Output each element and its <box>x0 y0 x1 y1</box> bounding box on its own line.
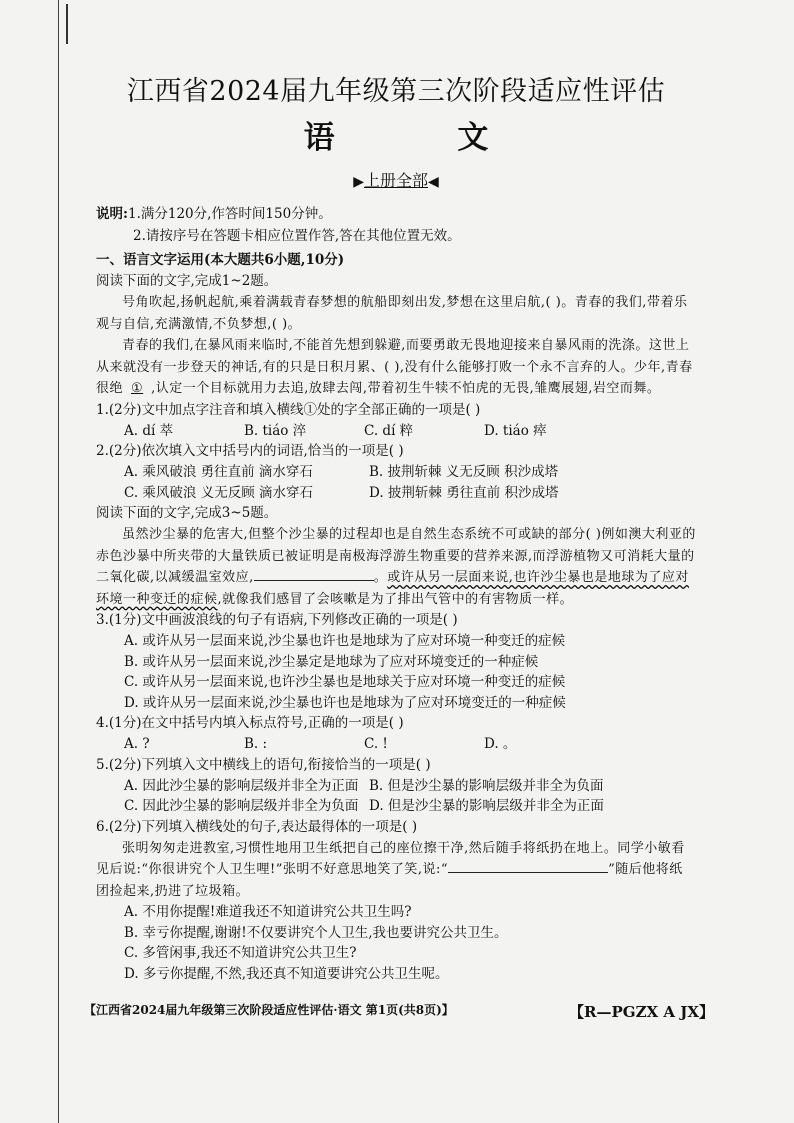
binding-line <box>58 0 59 1123</box>
option-c: C. 因此沙尘暴的影响层级并非全为负面 <box>124 798 359 814</box>
reading-lead-1: 阅读下面的文字,完成1~2题。 <box>96 273 278 289</box>
question-2-options-row-1 <box>96 462 696 483</box>
question-1-options <box>96 421 696 442</box>
scope-label <box>96 170 696 193</box>
question-5: 5.(2分)下列填入文中横线上的语句,衔接恰当的一项是( ) <box>96 756 431 773</box>
option-d: D. 披荆斩棘 勇往直前 积沙成塔 <box>369 484 559 501</box>
instructions <box>96 203 696 247</box>
wavy-underlined-sentence: 或许从另一层面来说,也许沙尘暴也是地球为了应对环境一种变迁的症候 <box>96 570 689 607</box>
question-2: 2.(2分)依次填入文中括号内的词语,恰当的一项是( ) <box>96 443 404 459</box>
reading-lead-2: 阅读下面的文字,完成3~5题。 <box>96 505 278 521</box>
question-2-options-row-2 <box>96 483 696 504</box>
footer-code: 【R—PGZX A JX】 <box>569 1003 714 1021</box>
option-d: D. 但是沙尘暴的影响层级并非全为正面 <box>369 798 604 814</box>
footer-page-info: 【江西省2024届九年级第三次阶段适应性评估·语文 第1页(共8页)】 <box>84 1003 454 1017</box>
passage-1-paragraph-1: 号角吹起,扬帆起航,乘着满载青春梦想的航船即刻出发,梦想在这里启航,( )。青春的我们,带着乐观与自信,充满激情,不负梦想,( )。 <box>96 295 688 332</box>
exam-title: 江西省2024届九年级第三次阶段适应性评估 <box>126 76 666 107</box>
instruction-1: 1.满分120分,作答时间150分钟。 <box>127 206 332 222</box>
option-d: D. 或许从另一层面来说,沙尘暴也许也是地球为了应对环境变迁的一种症候 <box>124 694 566 711</box>
question-5-options-row-2 <box>96 796 696 817</box>
triangle-left-icon: ◀ <box>428 174 439 190</box>
question-3: 3.(1分)文中画波浪线的句子有语病,下列修改正确的一项是( ) <box>96 612 458 628</box>
question-5-options-row-1 <box>96 776 696 797</box>
option-d: D. tiáo 瘁 <box>484 422 547 439</box>
instruction-2: 2.请按序号在答题卡相应位置作答,答在其他位置无效。 <box>133 228 461 244</box>
question-4-options <box>96 734 696 755</box>
option-a: A. ? <box>124 736 150 752</box>
option-a: A. 因此沙尘暴的影响层级并非全为正面 <box>124 777 359 794</box>
option-b: B. : <box>244 736 268 752</box>
blank-1: ① <box>131 381 144 396</box>
binding-mark <box>66 4 68 44</box>
option-a: A. 不用你提醒!难道我还不知道讲究公共卫生吗? <box>124 904 412 920</box>
option-c: C. 乘风破浪 义无反顾 滴水穿石 <box>124 484 314 501</box>
option-c: C. ! <box>364 736 388 752</box>
option-a: A. dí 萃 <box>124 422 174 439</box>
instructions-label: 说明: <box>96 206 128 222</box>
page-footer <box>84 1001 714 1022</box>
passage-2: 虽然沙尘暴的危害大,但整个沙尘暴的过程却也是自然生态系统不可或缺的部分( )例如澳大利亚的赤色沙暴中所夹带的大量铁质已被证明是南极海浮游生物重要的营养来源,而浮游植物又可消耗大量的二氧化碳,以减缓温室效应, 。或许从另一层面来说,也许沙尘暴也是地球为了应对环境一种变迁的症候,就像我们感冒了会咳嗽是为了排出气管中的有害物质一样。 <box>96 527 696 607</box>
triangle-right-icon: ▶ <box>353 174 364 190</box>
option-a: A. 或许从另一层面来说,沙尘暴也许也是地球为了应对环境一种变迁的症候 <box>124 633 566 649</box>
subject-title: 语 文 <box>303 120 545 156</box>
option-c: C. 或许从另一层面来说,也许沙尘暴也是地球关于应对环境一种变迁的症候 <box>124 674 566 690</box>
option-d: D. 多亏你提醒,不然,我还真不知道要讲究公共卫生呢。 <box>124 965 449 982</box>
option-a: A. 乘风破浪 勇往直前 滴水穿石 <box>124 464 313 480</box>
passage-1-paragraph-2: 青春的我们,在暴风雨来临时,不能首先想到躲避,而要勇敢无畏地迎接来自暴风雨的洗涤。这世上从来就没有一步登天的神话,有的只是日积月累、( ),没有什么能够打败一个永不言弃的人。少年,青春很绝 ① ,认定一个目标就用力去追,放肆去闯,带着初生牛犊不怕虎的无畏,雏鹰展翅,岩空而舞。 <box>96 338 693 396</box>
option-d: D. 。 <box>484 736 517 752</box>
question-6-passage: 张明匆匆走进教室,习惯性地用卫生纸把自己的座位擦干净,然后随手将纸扔在地上。同学小敏看见后说:“你很讲究个人卫生哩!”张明不好意思地笑了笑,说:“ ”随后他将纸团捡起来,扔进了垃圾箱。 <box>96 840 685 899</box>
section-heading: 一、语言文字运用(本大题共6小题,10分) <box>96 252 345 268</box>
option-b: B. 但是沙尘暴的影响层级并非全为负面 <box>369 777 604 794</box>
question-4: 4.(1分)在文中括号内填入标点符号,正确的一项是( ) <box>96 715 404 731</box>
option-b: B. 或许从另一层面来说,沙尘暴定是地球为了应对环境变迁的一种症候 <box>124 653 539 670</box>
option-c: C. dí 粹 <box>364 422 414 439</box>
fill-blank-line <box>254 568 374 581</box>
option-b: B. 幸亏你提醒,谢谢!不仅要讲究个人卫生,我也要讲究公共卫生。 <box>124 924 508 941</box>
exam-page <box>96 72 696 984</box>
question-6: 6.(2分)下列填入横线处的句子,表达最得体的一项是( ) <box>96 818 418 835</box>
question-1: 1.(2分)文中加点字注音和填入横线①处的字全部正确的一项是( ) <box>96 401 481 418</box>
option-b: B. tiáo 淬 <box>244 422 307 439</box>
fill-blank-line <box>448 860 608 873</box>
scope-text: 上册全部 <box>363 171 428 190</box>
option-b: B. 披荆斩棘 义无反顾 积沙成塔 <box>369 464 559 480</box>
option-c: C. 多管闲事,我还不知道讲究公共卫生? <box>124 945 357 961</box>
